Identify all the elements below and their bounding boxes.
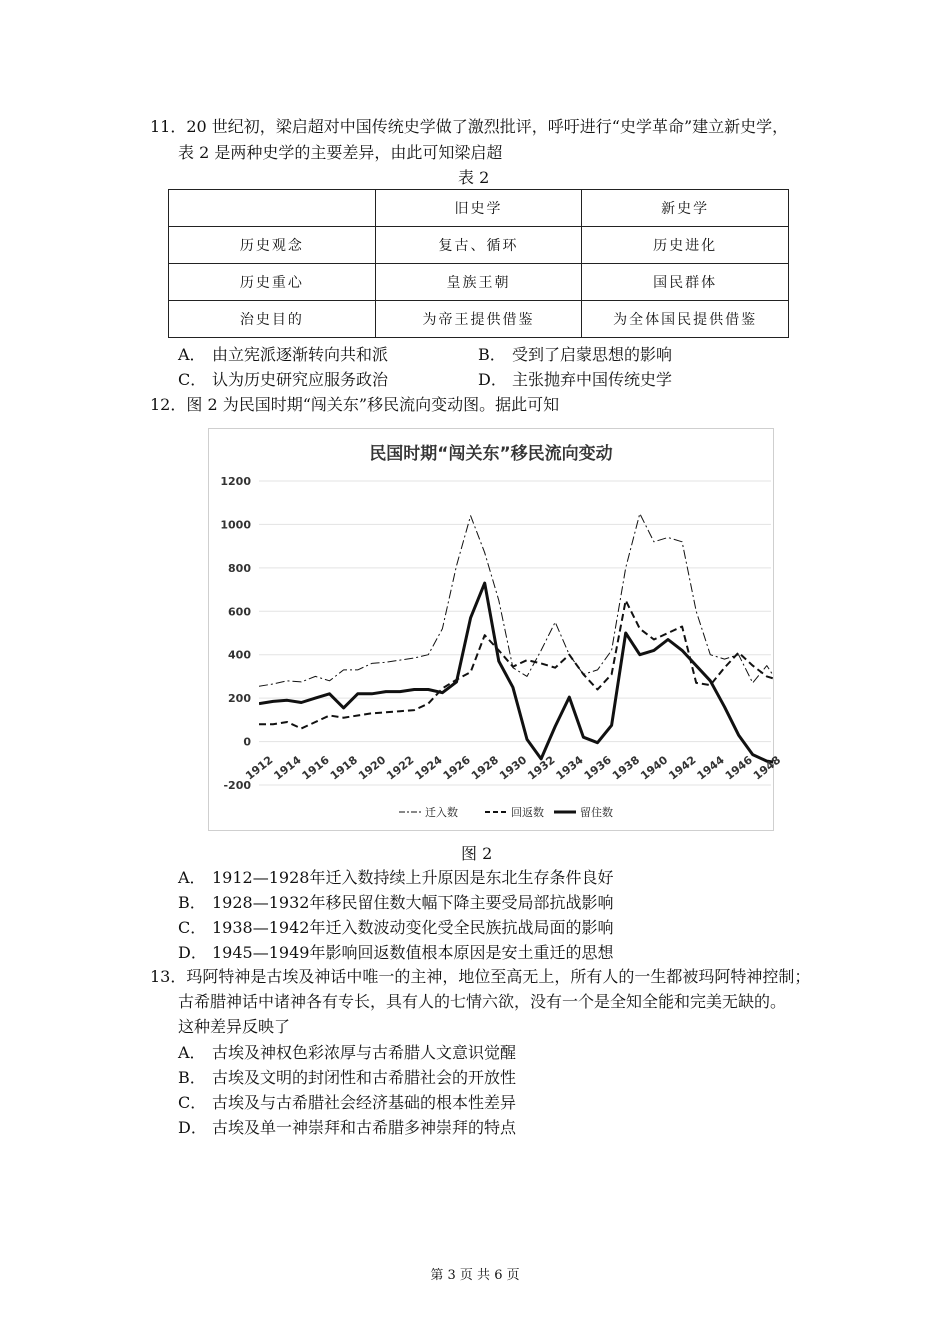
- migration-line-chart: [208, 428, 784, 831]
- q12-option-c[interactable]: [178, 918, 613, 938]
- table-header-cell: 新史学: [582, 190, 789, 227]
- table-cell: 皇族王朝: [375, 264, 582, 301]
- q12-option-d[interactable]: [178, 943, 613, 963]
- option-letter: B．: [178, 893, 206, 912]
- q13-stem-line2: 古希腊神话中诸神各有专长，具有人的七情六欲，没有一个是全知全能和完美无缺的。: [178, 992, 787, 1011]
- y-tick-label: 1000: [220, 518, 251, 532]
- y-tick-label: -200: [223, 779, 251, 792]
- table-cell: 治史目的: [169, 301, 376, 338]
- option-text: 受到了启蒙思想的影响: [512, 345, 673, 364]
- table-header-cell: [169, 190, 376, 227]
- option-text: 1928—1932年移民留住数大幅下降主要受局部抗战影响: [212, 893, 614, 912]
- table-cell: 为帝王提供借鉴: [375, 301, 582, 338]
- option-text: 主张抛弃中国传统史学: [512, 370, 673, 389]
- table-cell: 国民群体: [582, 264, 789, 301]
- option-letter: B．: [178, 1068, 206, 1087]
- x-tick-label: 1942: [666, 753, 699, 783]
- option-text: 古埃及文明的封闭性和古希腊社会的开放性: [212, 1068, 517, 1087]
- option-letter: A．: [178, 1043, 206, 1062]
- q12-option-a[interactable]: [178, 868, 613, 888]
- series-line-留住数: [259, 583, 781, 763]
- x-tick-label: 1930: [497, 753, 530, 783]
- option-letter: D．: [178, 943, 207, 962]
- y-tick-label: 600: [228, 605, 251, 619]
- comparison-table: [168, 189, 789, 338]
- option-text: 1938—1942年迁入数波动变化受全民族抗战局面的影响: [212, 918, 614, 937]
- table-row: [169, 264, 789, 301]
- option-text: 古埃及与古希腊社会经济基础的根本性差异: [212, 1093, 517, 1112]
- x-tick-label: 1928: [468, 753, 502, 783]
- option-text: 认为历史研究应服务政治: [212, 370, 389, 389]
- q11-stem-line2: 表 2 是两种史学的主要差异，由此可知梁启超: [178, 143, 503, 162]
- option-text: 古埃及神权色彩浓厚与古希腊人文意识觉醒: [212, 1043, 517, 1062]
- option-letter: A．: [178, 868, 206, 887]
- chart-title: 民国时期“闯关东”移民流向变动: [369, 444, 613, 464]
- table-header-cell: 旧史学: [375, 190, 582, 227]
- x-tick-label: 1924: [412, 753, 445, 783]
- option-letter: C．: [178, 370, 207, 389]
- y-tick-label: 0: [243, 735, 251, 749]
- page-footer: 第 3 页 共 6 页: [430, 1268, 520, 1283]
- x-tick-label: 1940: [638, 753, 671, 783]
- q12-option-b[interactable]: [178, 893, 613, 913]
- x-tick-label: 1938: [609, 753, 643, 783]
- table-cell: 历史重心: [169, 264, 376, 301]
- x-tick-label: 1934: [553, 753, 586, 783]
- legend-label: 回返数: [511, 806, 544, 819]
- legend-label: 留住数: [580, 806, 613, 819]
- option-text: 1912—1928年迁入数持续上升原因是东北生存条件良好: [212, 868, 614, 887]
- q11-option-a[interactable]: [178, 345, 388, 365]
- x-tick-label: 1936: [581, 753, 614, 783]
- table-header-row: [169, 190, 789, 227]
- table-cell: 历史观念: [169, 227, 376, 264]
- table-cell: 历史进化: [582, 227, 789, 264]
- option-letter: D．: [478, 370, 507, 389]
- q13-option-c[interactable]: [178, 1093, 516, 1113]
- table-cell: 复古、循环: [375, 227, 582, 264]
- figure-caption: 图 2: [461, 844, 493, 863]
- x-tick-label: 1932: [525, 753, 558, 783]
- q13-option-b[interactable]: [178, 1068, 516, 1088]
- q11-option-b[interactable]: [478, 345, 672, 365]
- x-tick-label: 1944: [694, 753, 727, 783]
- series-line-迁入数: [259, 514, 781, 688]
- x-tick-label: 1912: [243, 753, 276, 783]
- x-tick-label: 1922: [384, 753, 417, 783]
- x-tick-label: 1948: [751, 753, 784, 783]
- q13-stem-line1: 13．玛阿特神是古埃及神话中唯一的主神，地位至高无上，所有人的一生都被玛阿特神控制；: [150, 967, 811, 986]
- chart-svg: [209, 429, 784, 830]
- q12-stem: 12．图 2 为民国时期“闯关东”移民流向变动图。据此可知: [150, 395, 560, 414]
- x-tick-label: 1918: [327, 753, 361, 783]
- legend-label: 迁入数: [425, 806, 458, 819]
- option-text: 1945—1949年影响回返数值根本原因是安土重迁的思想: [212, 943, 614, 962]
- x-tick-label: 1914: [271, 753, 304, 783]
- table-cell: 为全体国民提供借鉴: [582, 301, 789, 338]
- table-caption: 表 2: [458, 168, 490, 187]
- y-tick-label: 200: [228, 692, 251, 706]
- q11-option-d[interactable]: [478, 370, 672, 390]
- q13-stem-line3: 这种差异反映了: [178, 1017, 291, 1036]
- x-tick-label: 1920: [356, 753, 389, 783]
- q13-option-d[interactable]: [178, 1118, 516, 1138]
- option-text: 古埃及单一神崇拜和古希腊多神崇拜的特点: [212, 1118, 517, 1137]
- y-tick-label: 400: [228, 648, 251, 662]
- x-tick-label: 1946: [722, 753, 755, 783]
- x-tick-label: 1916: [299, 753, 332, 783]
- table-row: [169, 301, 789, 338]
- q13-option-a[interactable]: [178, 1043, 516, 1063]
- y-tick-label: 800: [228, 561, 251, 575]
- q11-option-c[interactable]: [178, 370, 388, 390]
- table-row: [169, 227, 789, 264]
- y-tick-label: 1200: [220, 475, 251, 488]
- option-letter: D．: [178, 1118, 207, 1137]
- option-letter: B．: [478, 345, 506, 364]
- option-letter: A．: [178, 345, 206, 364]
- x-tick-label: 1926: [440, 753, 473, 783]
- option-letter: C．: [178, 1093, 207, 1112]
- option-letter: C．: [178, 918, 207, 937]
- q11-stem-line1: 11．20 世纪初，梁启超对中国传统史学做了激烈批评，呼吁进行“史学革命”建立新史学，: [150, 117, 789, 136]
- option-text: 由立宪派逐渐转向共和派: [212, 345, 389, 364]
